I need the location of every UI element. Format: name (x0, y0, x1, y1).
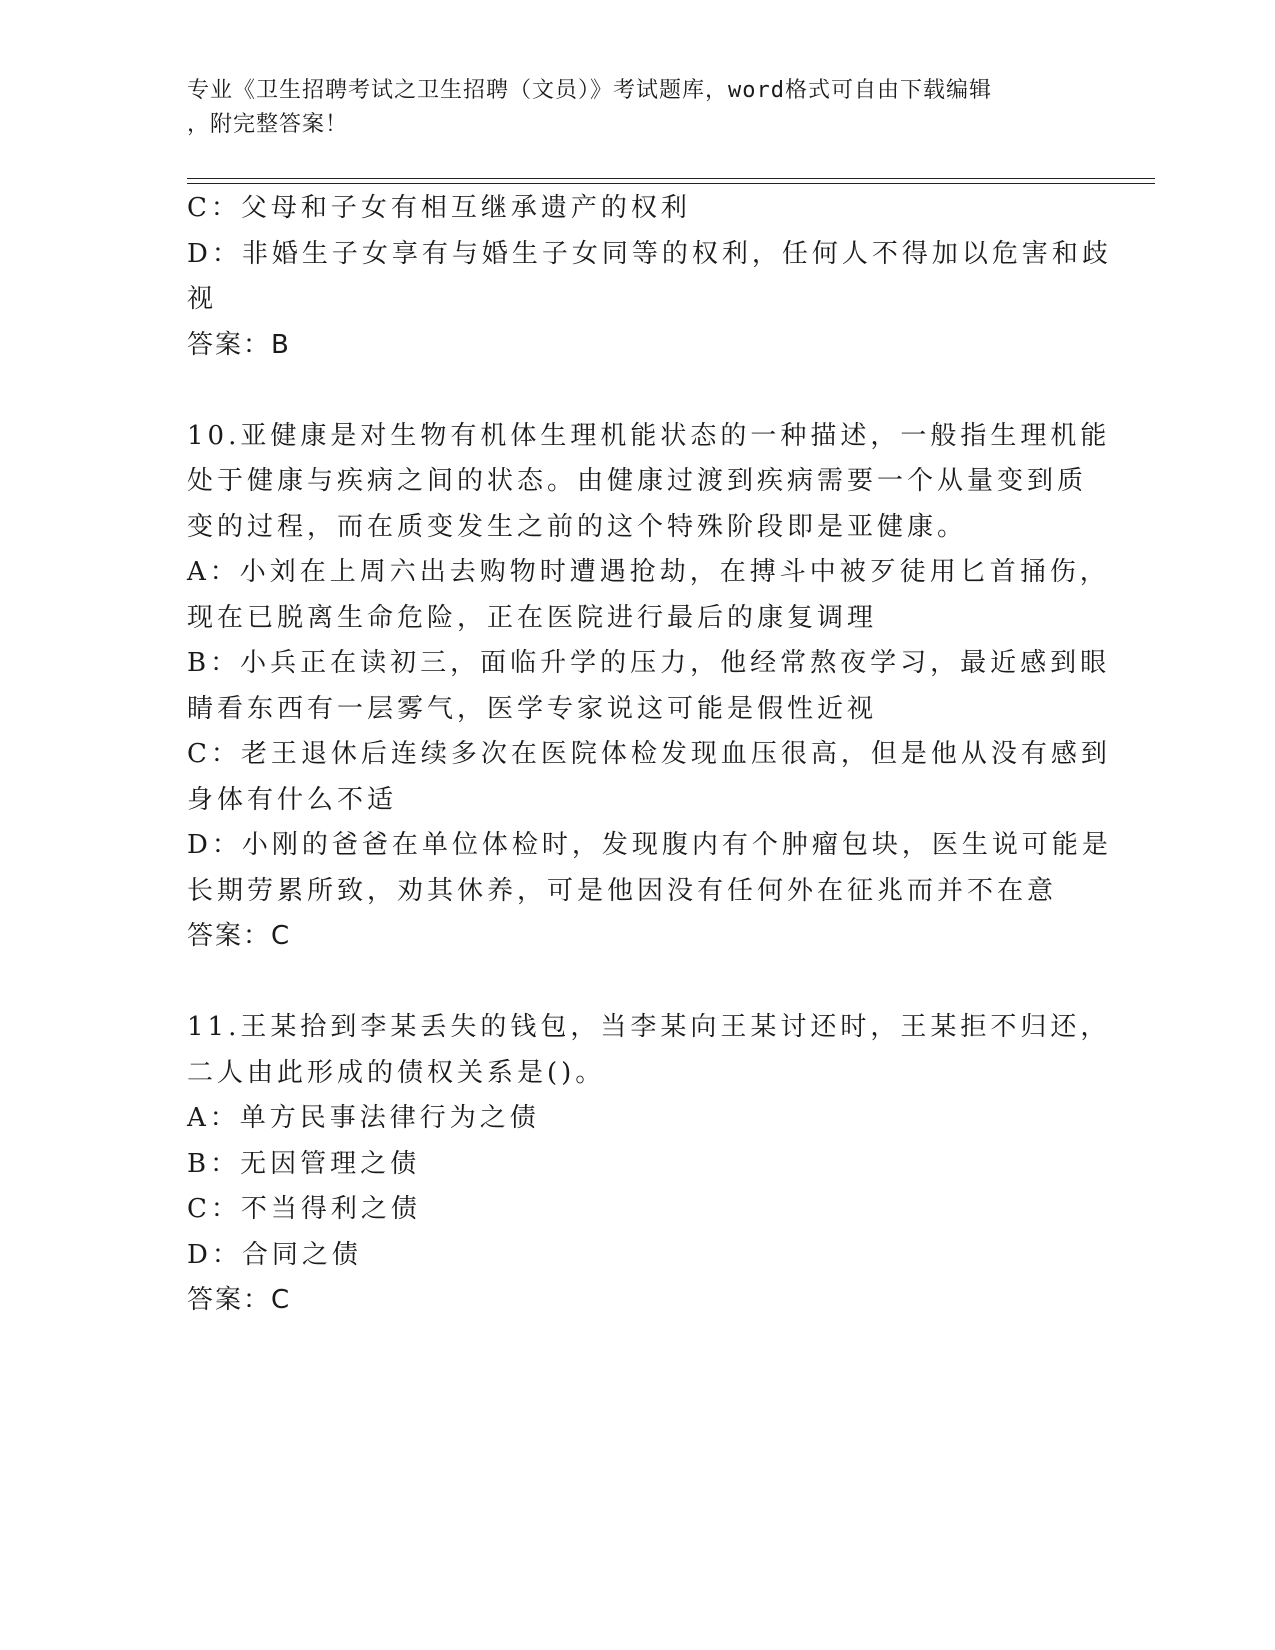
option-line: D：合同之债 (187, 1239, 362, 1270)
option-line: A：单方民事法律行为之债 (187, 1103, 540, 1133)
header-divider (187, 183, 1155, 184)
question-stem-line: 二人由此形成的债权关系是()。 (187, 1057, 606, 1088)
question-stem-line: 处于健康与疾病之间的状态。由健康过渡到疾病需要一个从量变到质 (187, 466, 1088, 496)
option-line: B：无因管理之债 (187, 1148, 421, 1179)
header-line: 专业《卫生招聘考试之卫生招聘（文员）》考试题库，word格式可自由下载编辑 (187, 78, 992, 103)
answer-line: 答案：C (187, 1285, 292, 1315)
answer-line: 答案：B (187, 329, 291, 360)
option-line: B：小兵正在读初三，面临升学的压力，他经常熬夜学习，最近感到眼 (187, 648, 1111, 678)
document-header (187, 74, 1087, 142)
question-block (187, 414, 1112, 960)
option-line: D：小刚的爸爸在单位体检时，发现腹内有个肿瘤包块，医生说可能是 (187, 830, 1112, 860)
option-line: C：老王退休后连续多次在医院体检发现血压很高，但是他从没有感到 (187, 739, 1111, 769)
question-block (187, 186, 1112, 368)
question-stem-line: 10.亚健康是对生物有机体生理机能状态的一种描述，一般指生理机能 (187, 420, 1111, 451)
option-line: 身体有什么不适 (187, 784, 398, 815)
question-content (187, 186, 1112, 1324)
option-line: C：父母和子女有相互继承遗产的权利 (187, 193, 691, 223)
option-line: 长期劳累所致，劝其休养，可是他因没有任何外在征兆而并不在意 (187, 875, 1058, 906)
question-stem-line: 变的过程，而在质变发生之前的这个特殊阶段即是亚健康。 (187, 511, 968, 542)
option-line: D：非婚生子女享有与婚生子女同等的权利，任何人不得加以危害和歧 (187, 238, 1112, 269)
option-line: 睛看东西有一层雾气，医学专家说这可能是假性近视 (187, 693, 878, 724)
question-stem-line: 11.王某拾到李某丢失的钱包，当李某向王某讨还时，王某拒不归还， (187, 1012, 1111, 1042)
header-line: ，附完整答案！ (187, 112, 349, 137)
option-line: 现在已脱离生命危险，正在医院进行最后的康复调理 (187, 602, 878, 633)
option-line: A：小刘在上周六出去购物时遭遇抢劫，在搏斗中被歹徒用匕首捅伤， (187, 557, 1110, 587)
answer-line: 答案：C (187, 921, 292, 951)
option-line: C：不当得利之债 (187, 1194, 421, 1224)
question-block (187, 1005, 1111, 1324)
header-divider (187, 178, 1155, 179)
option-line: 视 (187, 284, 218, 314)
